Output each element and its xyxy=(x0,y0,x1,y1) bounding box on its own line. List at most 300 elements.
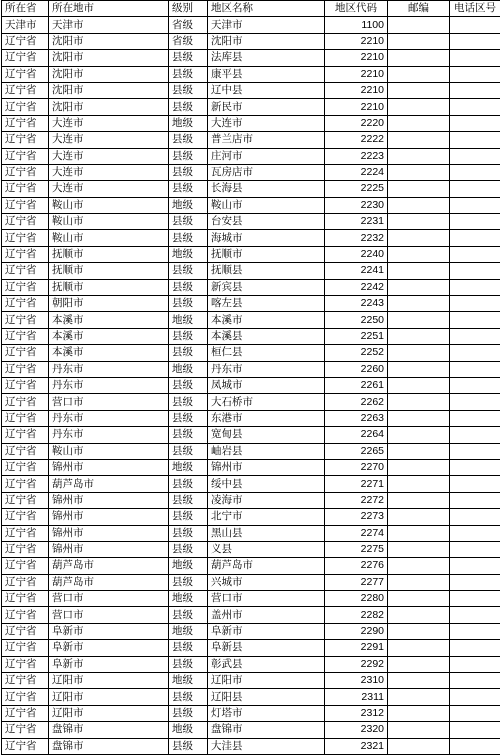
cell-region-name: 兴城市 xyxy=(208,574,325,590)
table-row xyxy=(2,279,500,295)
cell-region-code: 2312 xyxy=(325,705,388,721)
cell-region-code: 2275 xyxy=(325,541,388,557)
cell-postcode xyxy=(388,377,450,393)
table-row xyxy=(2,17,500,33)
cell-city: 阜新市 xyxy=(49,656,169,672)
cell-province: 辽宁省 xyxy=(2,66,49,82)
cell-city: 本溪市 xyxy=(49,345,169,361)
cell-area-code xyxy=(450,82,500,98)
cell-city: 抚顺市 xyxy=(49,263,169,279)
cell-area-code xyxy=(450,673,500,689)
cell-level: 县级 xyxy=(169,509,208,525)
cell-region-name: 沈阳市 xyxy=(208,33,325,49)
cell-city: 营口市 xyxy=(49,591,169,607)
cell-level: 地级 xyxy=(169,558,208,574)
cell-province: 辽宁省 xyxy=(2,296,49,312)
cell-province: 辽宁省 xyxy=(2,115,49,131)
cell-level: 县级 xyxy=(169,99,208,115)
cell-region-code: 2223 xyxy=(325,148,388,164)
cell-level: 县级 xyxy=(169,345,208,361)
cell-postcode xyxy=(388,132,450,148)
cell-level: 县级 xyxy=(169,410,208,426)
cell-region-code: 2222 xyxy=(325,132,388,148)
table-row xyxy=(2,377,500,393)
cell-city: 本溪市 xyxy=(49,312,169,328)
cell-province: 辽宁省 xyxy=(2,525,49,541)
cell-postcode xyxy=(388,66,450,82)
cell-region-code: 2210 xyxy=(325,66,388,82)
cell-city: 葫芦岛市 xyxy=(49,574,169,590)
cell-level: 地级 xyxy=(169,623,208,639)
cell-region-name: 宽甸县 xyxy=(208,427,325,443)
cell-area-code xyxy=(450,689,500,705)
header-region-code: 地区代码 xyxy=(325,1,388,17)
table-row xyxy=(2,476,500,492)
cell-region-name: 大连市 xyxy=(208,115,325,131)
cell-area-code xyxy=(450,492,500,508)
cell-region-code: 2250 xyxy=(325,312,388,328)
cell-region-name: 岫岩县 xyxy=(208,443,325,459)
cell-region-code: 2265 xyxy=(325,443,388,459)
cell-postcode xyxy=(388,33,450,49)
table-row xyxy=(2,263,500,279)
cell-postcode xyxy=(388,492,450,508)
cell-area-code xyxy=(450,328,500,344)
cell-area-code xyxy=(450,640,500,656)
table-row xyxy=(2,230,500,246)
cell-region-name: 大石桥市 xyxy=(208,394,325,410)
cell-region-name: 长海县 xyxy=(208,181,325,197)
cell-area-code xyxy=(450,312,500,328)
table-row xyxy=(2,82,500,98)
cell-postcode xyxy=(388,558,450,574)
cell-city: 阜新市 xyxy=(49,623,169,639)
cell-area-code xyxy=(450,17,500,33)
cell-level: 县级 xyxy=(169,148,208,164)
cell-area-code xyxy=(450,476,500,492)
cell-postcode xyxy=(388,230,450,246)
cell-region-name: 法库县 xyxy=(208,50,325,66)
table-row xyxy=(2,623,500,639)
cell-city: 盘锦市 xyxy=(49,722,169,738)
cell-postcode xyxy=(388,722,450,738)
cell-city: 辽阳市 xyxy=(49,705,169,721)
cell-area-code xyxy=(450,377,500,393)
cell-province: 辽宁省 xyxy=(2,459,49,475)
cell-region-code: 2321 xyxy=(325,738,388,754)
cell-postcode xyxy=(388,476,450,492)
cell-city: 盘锦市 xyxy=(49,738,169,754)
cell-level: 县级 xyxy=(169,738,208,754)
cell-postcode xyxy=(388,410,450,426)
table-row xyxy=(2,345,500,361)
cell-level: 县级 xyxy=(169,377,208,393)
cell-city: 沈阳市 xyxy=(49,82,169,98)
cell-level: 地级 xyxy=(169,361,208,377)
cell-province: 辽宁省 xyxy=(2,722,49,738)
cell-area-code xyxy=(450,394,500,410)
cell-postcode xyxy=(388,673,450,689)
cell-region-name: 大洼县 xyxy=(208,738,325,754)
cell-city: 葫芦岛市 xyxy=(49,558,169,574)
cell-province: 辽宁省 xyxy=(2,541,49,557)
cell-postcode xyxy=(388,525,450,541)
cell-postcode xyxy=(388,115,450,131)
cell-region-name: 北宁市 xyxy=(208,509,325,525)
header-level: 级别 xyxy=(169,1,208,17)
table-row xyxy=(2,525,500,541)
cell-level: 县级 xyxy=(169,181,208,197)
cell-province: 辽宁省 xyxy=(2,738,49,754)
cell-province: 辽宁省 xyxy=(2,640,49,656)
cell-region-code: 2261 xyxy=(325,377,388,393)
header-area-code: 电话区号 xyxy=(450,1,500,17)
cell-level: 县级 xyxy=(169,607,208,623)
cell-city: 丹东市 xyxy=(49,377,169,393)
table-row xyxy=(2,246,500,262)
cell-area-code xyxy=(450,263,500,279)
table-row xyxy=(2,214,500,230)
cell-level: 县级 xyxy=(169,263,208,279)
cell-area-code xyxy=(450,164,500,180)
cell-area-code xyxy=(450,99,500,115)
cell-area-code xyxy=(450,656,500,672)
cell-level: 省级 xyxy=(169,33,208,49)
cell-city: 辽阳市 xyxy=(49,689,169,705)
cell-level: 县级 xyxy=(169,427,208,443)
cell-region-name: 抚顺市 xyxy=(208,246,325,262)
cell-area-code xyxy=(450,148,500,164)
cell-province: 辽宁省 xyxy=(2,689,49,705)
header-province: 所在省 xyxy=(2,1,49,17)
cell-area-code xyxy=(450,558,500,574)
cell-area-code xyxy=(450,66,500,82)
header-postcode: 邮编 xyxy=(388,1,450,17)
cell-postcode xyxy=(388,345,450,361)
cell-city: 大连市 xyxy=(49,115,169,131)
cell-postcode xyxy=(388,99,450,115)
cell-postcode xyxy=(388,214,450,230)
cell-province: 辽宁省 xyxy=(2,197,49,213)
cell-postcode xyxy=(388,623,450,639)
cell-city: 锦州市 xyxy=(49,525,169,541)
cell-region-code: 2240 xyxy=(325,246,388,262)
cell-area-code xyxy=(450,623,500,639)
cell-level: 县级 xyxy=(169,640,208,656)
cell-province: 辽宁省 xyxy=(2,345,49,361)
cell-region-code: 2292 xyxy=(325,656,388,672)
cell-city: 大连市 xyxy=(49,148,169,164)
cell-postcode xyxy=(388,312,450,328)
cell-postcode xyxy=(388,361,450,377)
cell-level: 地级 xyxy=(169,197,208,213)
cell-region-name: 喀左县 xyxy=(208,296,325,312)
table-row xyxy=(2,705,500,721)
cell-region-code: 2210 xyxy=(325,50,388,66)
cell-province: 辽宁省 xyxy=(2,132,49,148)
cell-level: 县级 xyxy=(169,132,208,148)
cell-city: 大连市 xyxy=(49,164,169,180)
table-row xyxy=(2,410,500,426)
table-row xyxy=(2,394,500,410)
cell-postcode xyxy=(388,574,450,590)
cell-area-code xyxy=(450,574,500,590)
cell-region-code: 2273 xyxy=(325,509,388,525)
cell-region-name: 盖州市 xyxy=(208,607,325,623)
cell-level: 县级 xyxy=(169,705,208,721)
cell-area-code xyxy=(450,230,500,246)
cell-city: 锦州市 xyxy=(49,509,169,525)
cell-province: 辽宁省 xyxy=(2,591,49,607)
table-row xyxy=(2,33,500,49)
cell-level: 地级 xyxy=(169,591,208,607)
cell-level: 地级 xyxy=(169,722,208,738)
cell-level: 县级 xyxy=(169,492,208,508)
cell-level: 省级 xyxy=(169,17,208,33)
cell-region-name: 阜新县 xyxy=(208,640,325,656)
cell-region-name: 抚顺县 xyxy=(208,263,325,279)
cell-area-code xyxy=(450,607,500,623)
cell-province: 辽宁省 xyxy=(2,509,49,525)
cell-province: 辽宁省 xyxy=(2,33,49,49)
cell-province: 辽宁省 xyxy=(2,705,49,721)
cell-region-name: 本溪县 xyxy=(208,328,325,344)
cell-city: 天津市 xyxy=(49,17,169,33)
header-city: 所在地市 xyxy=(49,1,169,17)
table-row xyxy=(2,132,500,148)
cell-region-code: 2224 xyxy=(325,164,388,180)
cell-region-name: 本溪市 xyxy=(208,312,325,328)
cell-region-code: 2243 xyxy=(325,296,388,312)
table-row xyxy=(2,607,500,623)
cell-area-code xyxy=(450,361,500,377)
cell-region-code: 2280 xyxy=(325,591,388,607)
cell-region-name: 东港市 xyxy=(208,410,325,426)
cell-city: 本溪市 xyxy=(49,328,169,344)
cell-area-code xyxy=(450,459,500,475)
cell-area-code xyxy=(450,214,500,230)
table-row xyxy=(2,197,500,213)
cell-region-name: 辽阳市 xyxy=(208,673,325,689)
cell-city: 锦州市 xyxy=(49,492,169,508)
table-row xyxy=(2,574,500,590)
cell-province: 辽宁省 xyxy=(2,476,49,492)
table-row xyxy=(2,541,500,557)
cell-region-code: 2270 xyxy=(325,459,388,475)
cell-region-name: 新宾县 xyxy=(208,279,325,295)
cell-province: 辽宁省 xyxy=(2,214,49,230)
cell-city: 沈阳市 xyxy=(49,50,169,66)
cell-region-code: 2252 xyxy=(325,345,388,361)
cell-postcode xyxy=(388,17,450,33)
cell-province: 辽宁省 xyxy=(2,673,49,689)
cell-province: 辽宁省 xyxy=(2,328,49,344)
cell-province: 辽宁省 xyxy=(2,377,49,393)
region-code-table xyxy=(1,0,500,755)
cell-level: 县级 xyxy=(169,541,208,557)
cell-level: 县级 xyxy=(169,328,208,344)
cell-level: 地级 xyxy=(169,246,208,262)
table-row xyxy=(2,427,500,443)
cell-province: 辽宁省 xyxy=(2,492,49,508)
cell-city: 锦州市 xyxy=(49,541,169,557)
cell-area-code xyxy=(450,132,500,148)
cell-region-name: 凤城市 xyxy=(208,377,325,393)
table-row xyxy=(2,181,500,197)
cell-region-code: 2210 xyxy=(325,33,388,49)
table-row xyxy=(2,558,500,574)
cell-province: 辽宁省 xyxy=(2,427,49,443)
cell-province: 辽宁省 xyxy=(2,410,49,426)
cell-level: 县级 xyxy=(169,214,208,230)
cell-city: 丹东市 xyxy=(49,410,169,426)
cell-postcode xyxy=(388,427,450,443)
cell-region-code: 2242 xyxy=(325,279,388,295)
cell-region-code: 2277 xyxy=(325,574,388,590)
cell-postcode xyxy=(388,296,450,312)
table-body xyxy=(2,17,500,755)
cell-region-code: 2320 xyxy=(325,722,388,738)
cell-area-code xyxy=(450,509,500,525)
cell-city: 营口市 xyxy=(49,607,169,623)
table-row xyxy=(2,50,500,66)
cell-province: 辽宁省 xyxy=(2,148,49,164)
cell-postcode xyxy=(388,509,450,525)
cell-province: 辽宁省 xyxy=(2,443,49,459)
cell-region-name: 彰武县 xyxy=(208,656,325,672)
cell-region-name: 阜新市 xyxy=(208,623,325,639)
cell-city: 朝阳市 xyxy=(49,296,169,312)
cell-region-code: 2263 xyxy=(325,410,388,426)
cell-region-code: 2210 xyxy=(325,99,388,115)
table-row xyxy=(2,443,500,459)
cell-city: 鞍山市 xyxy=(49,214,169,230)
cell-postcode xyxy=(388,738,450,754)
cell-postcode xyxy=(388,246,450,262)
cell-city: 沈阳市 xyxy=(49,99,169,115)
cell-level: 县级 xyxy=(169,689,208,705)
cell-region-code: 2272 xyxy=(325,492,388,508)
cell-region-code: 2311 xyxy=(325,689,388,705)
cell-province: 辽宁省 xyxy=(2,312,49,328)
cell-city: 锦州市 xyxy=(49,459,169,475)
cell-region-code: 2231 xyxy=(325,214,388,230)
cell-region-name: 辽阳县 xyxy=(208,689,325,705)
cell-province: 辽宁省 xyxy=(2,181,49,197)
cell-area-code xyxy=(450,181,500,197)
cell-postcode xyxy=(388,656,450,672)
table-row xyxy=(2,738,500,754)
cell-region-code: 2291 xyxy=(325,640,388,656)
cell-region-name: 黑山县 xyxy=(208,525,325,541)
cell-region-code: 2262 xyxy=(325,394,388,410)
table-row xyxy=(2,328,500,344)
cell-level: 地级 xyxy=(169,115,208,131)
cell-region-name: 凌海市 xyxy=(208,492,325,508)
cell-province: 辽宁省 xyxy=(2,623,49,639)
cell-postcode xyxy=(388,279,450,295)
cell-region-name: 营口市 xyxy=(208,591,325,607)
cell-region-name: 海城市 xyxy=(208,230,325,246)
cell-level: 县级 xyxy=(169,443,208,459)
cell-province: 辽宁省 xyxy=(2,558,49,574)
cell-city: 丹东市 xyxy=(49,361,169,377)
cell-region-code: 2290 xyxy=(325,623,388,639)
cell-postcode xyxy=(388,148,450,164)
cell-region-name: 葫芦岛市 xyxy=(208,558,325,574)
cell-level: 县级 xyxy=(169,525,208,541)
cell-area-code xyxy=(450,443,500,459)
cell-region-name: 鞍山市 xyxy=(208,197,325,213)
cell-region-name: 康平县 xyxy=(208,66,325,82)
cell-region-name: 天津市 xyxy=(208,17,325,33)
cell-city: 丹东市 xyxy=(49,427,169,443)
cell-level: 县级 xyxy=(169,656,208,672)
cell-region-name: 桓仁县 xyxy=(208,345,325,361)
cell-region-code: 2210 xyxy=(325,82,388,98)
cell-province: 天津市 xyxy=(2,17,49,33)
table-row xyxy=(2,296,500,312)
cell-region-name: 锦州市 xyxy=(208,459,325,475)
cell-region-name: 辽中县 xyxy=(208,82,325,98)
cell-level: 县级 xyxy=(169,164,208,180)
cell-province: 辽宁省 xyxy=(2,263,49,279)
cell-area-code xyxy=(450,705,500,721)
table-row xyxy=(2,115,500,131)
cell-province: 辽宁省 xyxy=(2,246,49,262)
table-row xyxy=(2,509,500,525)
cell-city: 鞍山市 xyxy=(49,197,169,213)
table-row xyxy=(2,722,500,738)
cell-region-name: 普兰店市 xyxy=(208,132,325,148)
cell-region-name: 丹东市 xyxy=(208,361,325,377)
cell-postcode xyxy=(388,328,450,344)
cell-region-name: 义县 xyxy=(208,541,325,557)
cell-region-name: 绥中县 xyxy=(208,476,325,492)
cell-region-name: 瓦房店市 xyxy=(208,164,325,180)
cell-region-code: 2232 xyxy=(325,230,388,246)
cell-city: 辽阳市 xyxy=(49,673,169,689)
cell-city: 阜新市 xyxy=(49,640,169,656)
cell-region-code: 2282 xyxy=(325,607,388,623)
table-row xyxy=(2,99,500,115)
table-row xyxy=(2,66,500,82)
cell-region-code: 2241 xyxy=(325,263,388,279)
cell-postcode xyxy=(388,541,450,557)
cell-area-code xyxy=(450,115,500,131)
cell-area-code xyxy=(450,246,500,262)
cell-level: 县级 xyxy=(169,394,208,410)
header-region-name: 地区名称 xyxy=(208,1,325,17)
cell-province: 辽宁省 xyxy=(2,82,49,98)
cell-city: 葫芦岛市 xyxy=(49,476,169,492)
cell-region-name: 台安县 xyxy=(208,214,325,230)
cell-region-code: 2225 xyxy=(325,181,388,197)
cell-area-code xyxy=(450,279,500,295)
cell-province: 辽宁省 xyxy=(2,99,49,115)
cell-postcode xyxy=(388,181,450,197)
cell-level: 地级 xyxy=(169,312,208,328)
table-row xyxy=(2,673,500,689)
cell-city: 抚顺市 xyxy=(49,246,169,262)
cell-city: 大连市 xyxy=(49,181,169,197)
table-row xyxy=(2,148,500,164)
cell-region-code: 2220 xyxy=(325,115,388,131)
cell-postcode xyxy=(388,50,450,66)
cell-province: 辽宁省 xyxy=(2,574,49,590)
cell-region-name: 庄河市 xyxy=(208,148,325,164)
cell-area-code xyxy=(450,50,500,66)
